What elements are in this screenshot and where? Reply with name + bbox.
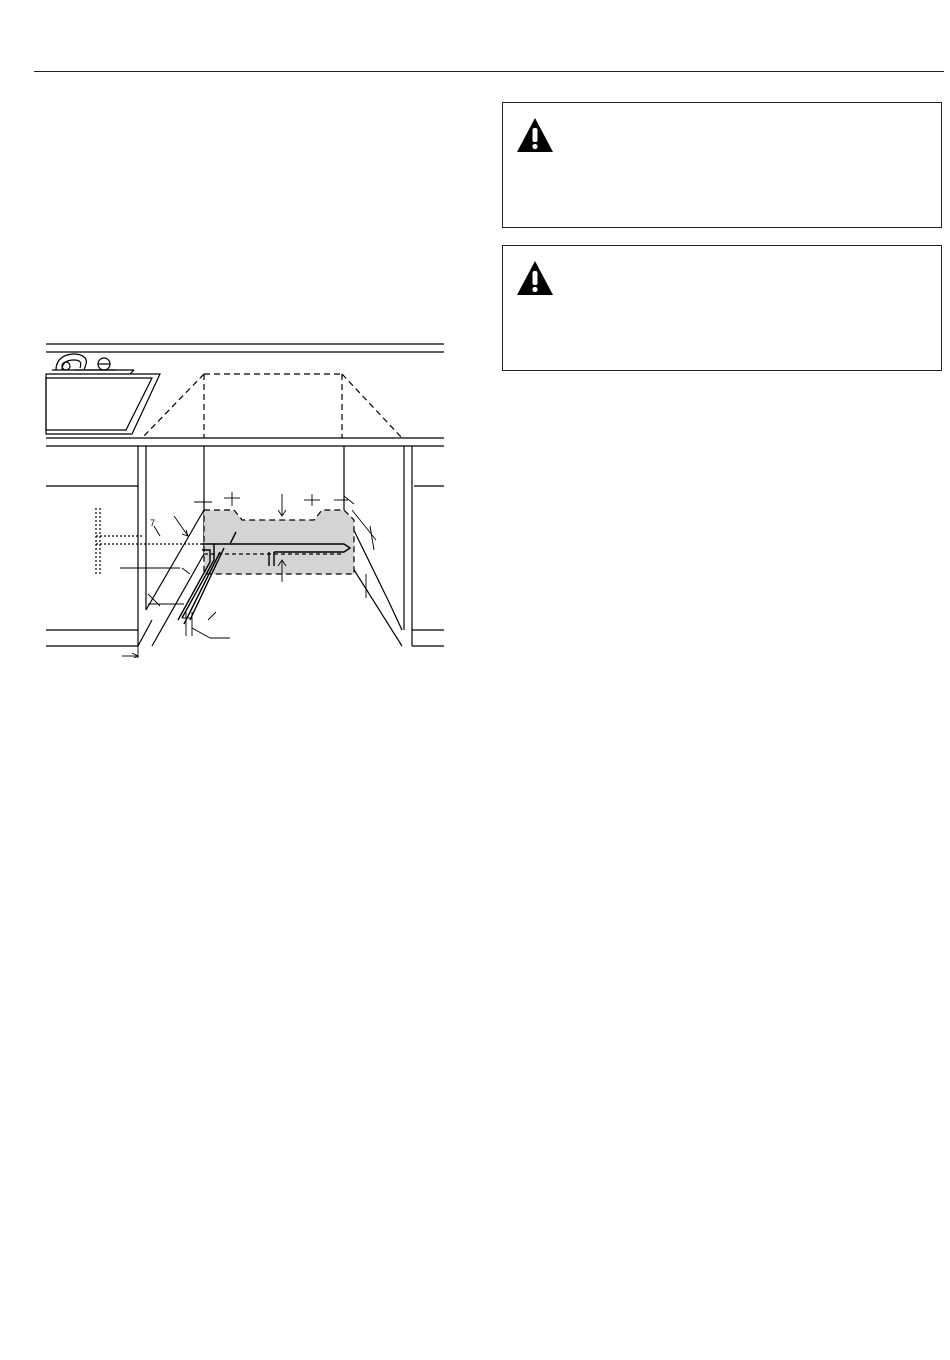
- faucet-icon: [56, 354, 116, 370]
- warning-box-1: [502, 102, 942, 228]
- warning-triangle-icon: [516, 260, 554, 296]
- warning-triangle-icon: [516, 117, 554, 153]
- left-cabinet: [46, 446, 152, 646]
- installation-diagram: [44, 340, 446, 658]
- callout-label: 7: [150, 518, 156, 528]
- opening-outline: [142, 374, 402, 438]
- warning-box-2: [502, 245, 942, 371]
- right-cabinet: [388, 446, 444, 646]
- sink: [46, 370, 160, 434]
- header-rule: [34, 71, 944, 72]
